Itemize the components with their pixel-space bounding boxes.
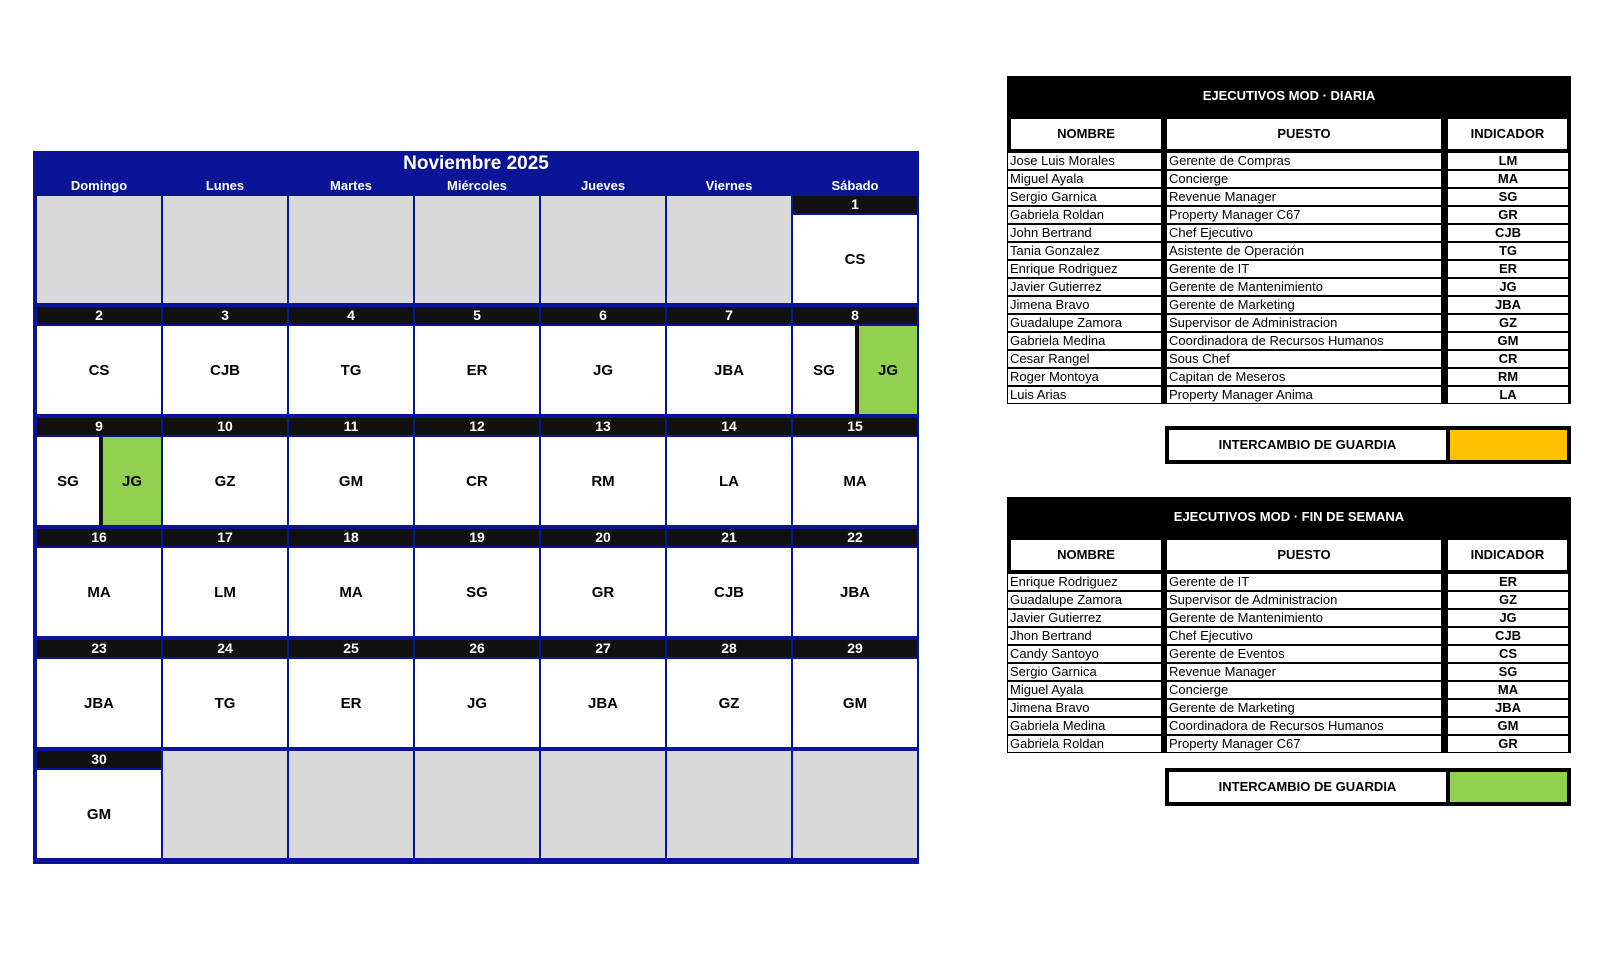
day-cell bbox=[793, 307, 917, 414]
weekday-label: Domingo bbox=[70, 178, 128, 193]
day-cell bbox=[415, 418, 539, 525]
executive-indicator: CJB bbox=[1448, 225, 1568, 241]
executive-position: Coordinadora de Recursos Humanos bbox=[1167, 333, 1441, 349]
day-number: 25 bbox=[289, 640, 413, 657]
executive-name: Roger Montoya bbox=[1008, 369, 1161, 385]
day-number: 8 bbox=[793, 307, 917, 324]
executive-position: Gerente de IT bbox=[1167, 261, 1441, 277]
swap-legend-label: INTERCAMBIO DE GUARDIA bbox=[1169, 772, 1446, 802]
day-assignment: GR bbox=[541, 548, 665, 636]
column-header-position: PUESTO bbox=[1167, 540, 1441, 570]
day-cell bbox=[541, 418, 665, 525]
day-cell bbox=[667, 640, 791, 747]
day-number: 10 bbox=[163, 418, 287, 435]
executive-name: Jimena Bravo bbox=[1008, 700, 1161, 716]
empty-day-cell bbox=[415, 751, 539, 858]
table-row bbox=[1007, 609, 1571, 627]
table-row bbox=[1007, 278, 1571, 296]
executive-name: Guadalupe Zamora bbox=[1008, 592, 1161, 608]
day-assignment: CR bbox=[415, 437, 539, 525]
day-cell bbox=[541, 307, 665, 414]
executive-indicator: MA bbox=[1448, 682, 1568, 698]
executive-indicator: CR bbox=[1448, 351, 1568, 367]
column-header-indicator: INDICADOR bbox=[1448, 540, 1567, 570]
table-row bbox=[1007, 368, 1571, 386]
day-number: 19 bbox=[415, 529, 539, 546]
assignment-code: SG bbox=[813, 361, 835, 379]
executive-indicator: LA bbox=[1448, 387, 1568, 403]
table-row bbox=[1007, 645, 1571, 663]
day-number: 3 bbox=[163, 307, 287, 324]
executive-position: Gerente de Compras bbox=[1167, 153, 1441, 169]
day-cell bbox=[163, 307, 287, 414]
day-number: 9 bbox=[37, 418, 161, 435]
executive-indicator: TG bbox=[1448, 243, 1568, 259]
executive-indicator: MA bbox=[1448, 171, 1568, 187]
day-assignment: CJB bbox=[667, 548, 791, 636]
empty-day-cell bbox=[541, 196, 665, 303]
day-assignment: LA bbox=[667, 437, 791, 525]
executive-position: Property Manager C67 bbox=[1167, 207, 1441, 223]
day-cell bbox=[793, 640, 917, 747]
day-cell bbox=[415, 307, 539, 414]
weekday-label: Miércoles bbox=[447, 178, 507, 193]
executive-name: Gabriela Medina bbox=[1008, 718, 1161, 734]
executive-position: Supervisor de Administracion bbox=[1167, 592, 1441, 608]
table-row bbox=[1007, 663, 1571, 681]
weekday-label: Sábado bbox=[831, 178, 879, 193]
executive-name: Jimena Bravo bbox=[1008, 297, 1161, 313]
day-assignment: CS bbox=[793, 215, 917, 303]
day-cell bbox=[415, 640, 539, 747]
day-assignment: GM bbox=[289, 437, 413, 525]
day-assignment: GZ bbox=[667, 659, 791, 747]
table-row bbox=[1007, 573, 1571, 591]
day-cell bbox=[163, 418, 287, 525]
day-number: 29 bbox=[793, 640, 917, 657]
executive-name: John Bertrand bbox=[1008, 225, 1161, 241]
day-number: 17 bbox=[163, 529, 287, 546]
table-row bbox=[1007, 296, 1571, 314]
day-assignment: GZ bbox=[163, 437, 287, 525]
day-assignment: CS bbox=[37, 326, 161, 414]
executive-position: Gerente de Marketing bbox=[1167, 700, 1441, 716]
day-number: 27 bbox=[541, 640, 665, 657]
executive-name: Luis Arias bbox=[1008, 387, 1161, 403]
day-cell bbox=[163, 640, 287, 747]
table-row bbox=[1007, 699, 1571, 717]
table-row bbox=[1007, 681, 1571, 699]
swap-legend-color-swatch bbox=[1450, 772, 1567, 802]
day-number: 18 bbox=[289, 529, 413, 546]
executive-name: Miguel Ayala bbox=[1008, 682, 1161, 698]
daily-table-title: EJECUTIVOS MOD · DIARIA bbox=[1007, 76, 1571, 116]
empty-day-cell bbox=[289, 196, 413, 303]
weekend-table-title: EJECUTIVOS MOD · FIN DE SEMANA bbox=[1007, 497, 1571, 537]
day-assignment: JG bbox=[415, 659, 539, 747]
executive-indicator: GR bbox=[1448, 207, 1568, 223]
calendar-title: Noviembre 2025 bbox=[403, 153, 549, 174]
day-number: 22 bbox=[793, 529, 917, 546]
weekday-label: Lunes bbox=[205, 178, 245, 193]
day-cell bbox=[289, 307, 413, 414]
executive-position: Property Manager C67 bbox=[1167, 736, 1441, 752]
executive-indicator: ER bbox=[1448, 574, 1568, 590]
table-row bbox=[1007, 224, 1571, 242]
empty-day-cell bbox=[793, 751, 917, 858]
day-assignment: CJB bbox=[163, 326, 287, 414]
executive-name: Guadalupe Zamora bbox=[1008, 315, 1161, 331]
day-number: 26 bbox=[415, 640, 539, 657]
table-row bbox=[1007, 260, 1571, 278]
column-header-name: NOMBRE bbox=[1011, 119, 1161, 149]
table-row bbox=[1007, 591, 1571, 609]
day-cell bbox=[37, 418, 161, 525]
day-number: 12 bbox=[415, 418, 539, 435]
day-cell bbox=[289, 529, 413, 636]
executive-name: Cesar Rangel bbox=[1008, 351, 1161, 367]
executive-indicator: CJB bbox=[1448, 628, 1568, 644]
swap-assignment-code: JG bbox=[855, 326, 917, 414]
table-row bbox=[1007, 386, 1571, 404]
day-assignment: RM bbox=[541, 437, 665, 525]
day-cell bbox=[37, 751, 161, 858]
executive-position: Asistente de Operación bbox=[1167, 243, 1441, 259]
day-assignment: JBA bbox=[37, 659, 161, 747]
executive-indicator: RM bbox=[1448, 369, 1568, 385]
day-cell bbox=[289, 418, 413, 525]
weekday-header-row bbox=[33, 178, 919, 194]
executive-name: Candy Santoyo bbox=[1008, 646, 1161, 662]
day-assignment: ER bbox=[289, 659, 413, 747]
table-row bbox=[1007, 350, 1571, 368]
day-cell bbox=[541, 640, 665, 747]
executive-indicator: CS bbox=[1448, 646, 1568, 662]
executive-indicator: GR bbox=[1448, 736, 1568, 752]
day-assignment: TG bbox=[289, 326, 413, 414]
swap-legend-color-swatch bbox=[1450, 430, 1567, 460]
executive-position: Chef Ejecutivo bbox=[1167, 225, 1441, 241]
empty-day-cell bbox=[163, 196, 287, 303]
day-cell bbox=[667, 418, 791, 525]
table-row bbox=[1007, 170, 1571, 188]
day-number: 21 bbox=[667, 529, 791, 546]
column-header-name: NOMBRE bbox=[1011, 540, 1161, 570]
day-number: 5 bbox=[415, 307, 539, 324]
day-number: 23 bbox=[37, 640, 161, 657]
weekend-table-body bbox=[1007, 573, 1571, 753]
executive-name: Gabriela Roldan bbox=[1008, 736, 1161, 752]
executive-indicator: JG bbox=[1448, 279, 1568, 295]
table-row bbox=[1007, 717, 1571, 735]
day-number: 1 bbox=[793, 196, 917, 213]
swap-assignment-code: JG bbox=[99, 437, 161, 525]
day-assignment bbox=[37, 437, 161, 525]
day-cell bbox=[37, 529, 161, 636]
executive-position: Chef Ejecutivo bbox=[1167, 628, 1441, 644]
executive-position: Coordinadora de Recursos Humanos bbox=[1167, 718, 1441, 734]
executive-indicator: GZ bbox=[1448, 592, 1568, 608]
day-cell bbox=[415, 529, 539, 636]
executive-indicator: SG bbox=[1448, 664, 1568, 680]
day-assignment: GM bbox=[793, 659, 917, 747]
day-cell bbox=[793, 418, 917, 525]
day-assignment: MA bbox=[793, 437, 917, 525]
day-number: 4 bbox=[289, 307, 413, 324]
day-cell bbox=[667, 307, 791, 414]
executive-position: Revenue Manager bbox=[1167, 664, 1441, 680]
day-number: 7 bbox=[667, 307, 791, 324]
executive-position: Gerente de Marketing bbox=[1167, 297, 1441, 313]
weekend-swap-legend bbox=[1165, 768, 1571, 806]
day-number: 15 bbox=[793, 418, 917, 435]
empty-day-cell bbox=[667, 751, 791, 858]
empty-day-cell bbox=[415, 196, 539, 303]
empty-day-cell bbox=[667, 196, 791, 303]
day-cell bbox=[163, 529, 287, 636]
executive-indicator: GM bbox=[1448, 718, 1568, 734]
executive-position: Property Manager Anima bbox=[1167, 387, 1441, 403]
daily-swap-legend bbox=[1165, 426, 1571, 464]
table-row bbox=[1007, 206, 1571, 224]
executive-indicator: SG bbox=[1448, 189, 1568, 205]
empty-day-cell bbox=[163, 751, 287, 858]
table-row bbox=[1007, 314, 1571, 332]
day-assignment: JBA bbox=[793, 548, 917, 636]
day-assignment: ER bbox=[415, 326, 539, 414]
executive-position: Gerente de Mantenimiento bbox=[1167, 610, 1441, 626]
day-number: 6 bbox=[541, 307, 665, 324]
executive-name: Gabriela Medina bbox=[1008, 333, 1161, 349]
executive-name: Enrique Rodriguez bbox=[1008, 574, 1161, 590]
day-assignment: JBA bbox=[541, 659, 665, 747]
day-number: 11 bbox=[289, 418, 413, 435]
executive-indicator: GZ bbox=[1448, 315, 1568, 331]
day-assignment: JG bbox=[541, 326, 665, 414]
day-assignment: MA bbox=[289, 548, 413, 636]
table-row bbox=[1007, 735, 1571, 753]
executive-indicator: ER bbox=[1448, 261, 1568, 277]
executive-name: Sergio Garnica bbox=[1008, 664, 1161, 680]
table-row bbox=[1007, 332, 1571, 350]
table-row bbox=[1007, 152, 1571, 170]
column-header-position: PUESTO bbox=[1167, 119, 1441, 149]
weekday-label: Martes bbox=[330, 178, 372, 193]
day-assignment: GM bbox=[37, 770, 161, 858]
table-row bbox=[1007, 242, 1571, 260]
executive-position: Gerente de IT bbox=[1167, 574, 1441, 590]
day-assignment: SG bbox=[415, 548, 539, 636]
day-number: 16 bbox=[37, 529, 161, 546]
weekday-label: Jueves bbox=[580, 178, 626, 193]
day-cell bbox=[289, 640, 413, 747]
executive-indicator: JBA bbox=[1448, 297, 1568, 313]
weekend-executives-table bbox=[1007, 497, 1571, 753]
day-cell bbox=[37, 307, 161, 414]
day-number: 14 bbox=[667, 418, 791, 435]
day-assignment bbox=[793, 326, 917, 414]
executive-indicator: LM bbox=[1448, 153, 1568, 169]
empty-day-cell bbox=[37, 196, 161, 303]
executive-name: Javier Gutierrez bbox=[1008, 610, 1161, 626]
executive-name: Jhon Bertrand bbox=[1008, 628, 1161, 644]
day-number: 20 bbox=[541, 529, 665, 546]
executive-name: Tania Gonzalez bbox=[1008, 243, 1161, 259]
weekend-column-headers bbox=[1007, 537, 1571, 573]
empty-day-cell bbox=[289, 751, 413, 858]
day-number: 13 bbox=[541, 418, 665, 435]
executive-position: Revenue Manager bbox=[1167, 189, 1441, 205]
weekday-label: Viernes bbox=[705, 178, 753, 193]
daily-table-body bbox=[1007, 152, 1571, 404]
day-assignment: TG bbox=[163, 659, 287, 747]
day-number: 28 bbox=[667, 640, 791, 657]
day-number: 2 bbox=[37, 307, 161, 324]
executive-position: Concierge bbox=[1167, 171, 1441, 187]
executive-indicator: JBA bbox=[1448, 700, 1568, 716]
table-row bbox=[1007, 188, 1571, 206]
executive-name: Jose Luis Morales bbox=[1008, 153, 1161, 169]
day-cell bbox=[793, 196, 917, 303]
daily-column-headers bbox=[1007, 116, 1571, 152]
executive-position: Concierge bbox=[1167, 682, 1441, 698]
swap-legend-label: INTERCAMBIO DE GUARDIA bbox=[1169, 430, 1446, 460]
executive-name: Gabriela Roldan bbox=[1008, 207, 1161, 223]
executive-name: Sergio Garnica bbox=[1008, 189, 1161, 205]
day-cell bbox=[793, 529, 917, 636]
executive-position: Gerente de Mantenimiento bbox=[1167, 279, 1441, 295]
executive-name: Miguel Ayala bbox=[1008, 171, 1161, 187]
day-number: 30 bbox=[37, 751, 161, 768]
day-cell bbox=[37, 640, 161, 747]
assignment-code: SG bbox=[57, 472, 79, 490]
day-assignment: LM bbox=[163, 548, 287, 636]
executive-position: Supervisor de Administracion bbox=[1167, 315, 1441, 331]
column-header-indicator: INDICADOR bbox=[1448, 119, 1567, 149]
daily-executives-table bbox=[1007, 76, 1571, 404]
executive-indicator: JG bbox=[1448, 610, 1568, 626]
executive-indicator: GM bbox=[1448, 333, 1568, 349]
executive-name: Enrique Rodriguez bbox=[1008, 261, 1161, 277]
day-cell bbox=[667, 529, 791, 636]
day-cell bbox=[541, 529, 665, 636]
table-row bbox=[1007, 627, 1571, 645]
executive-position: Sous Chef bbox=[1167, 351, 1441, 367]
day-number: 24 bbox=[163, 640, 287, 657]
day-assignment: JBA bbox=[667, 326, 791, 414]
executive-name: Javier Gutierrez bbox=[1008, 279, 1161, 295]
executive-position: Capitan de Meseros bbox=[1167, 369, 1441, 385]
day-assignment: MA bbox=[37, 548, 161, 636]
calendar bbox=[33, 151, 919, 864]
empty-day-cell bbox=[541, 751, 665, 858]
executive-position: Gerente de Eventos bbox=[1167, 646, 1441, 662]
